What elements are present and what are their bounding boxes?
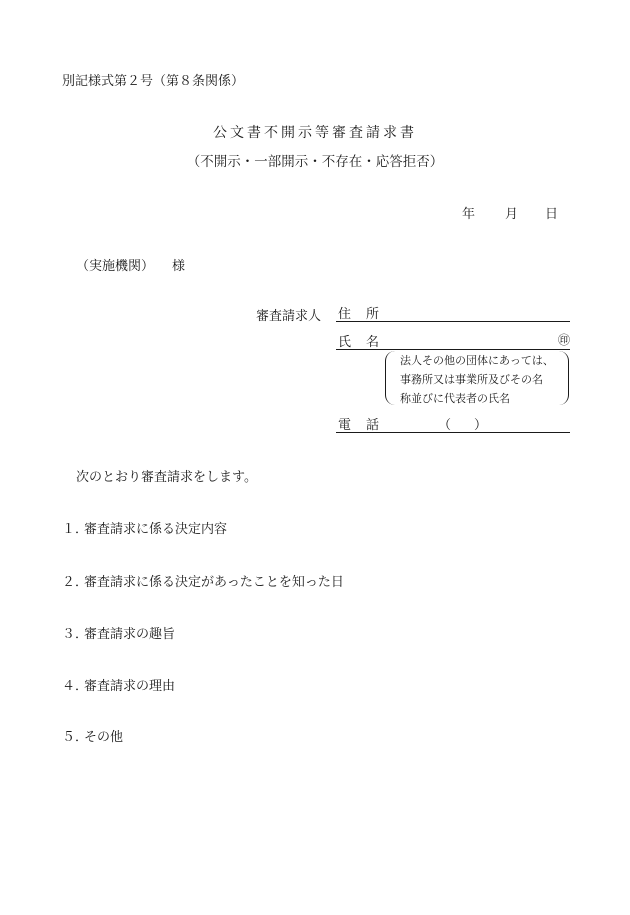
seal-mark: ㊞ (557, 333, 570, 347)
address-label-2: 所 (366, 307, 380, 322)
phone-label-1: 電 (338, 418, 352, 433)
list-item (62, 675, 175, 694)
phone-label-2: 話 (366, 418, 380, 433)
item-number: ３． (62, 627, 89, 642)
list-item (62, 571, 344, 590)
item-text: その他 (84, 730, 124, 745)
item-text: 審査請求の理由 (84, 679, 176, 694)
note-line: 称並びに代表者の氏名 (400, 392, 510, 405)
recipient-honorific: 様 (172, 259, 186, 274)
corporate-note (385, 351, 569, 405)
item-text: 審査請求に係る決定内容 (84, 522, 228, 537)
recipient-label: （実施機関） (76, 259, 155, 274)
address-field[interactable] (336, 303, 570, 322)
date-year-label: 年 (462, 207, 476, 222)
item-text: 審査請求の趣旨 (84, 627, 176, 642)
document-subtitle: （不開示・一部開示・不存在・応答拒否） (186, 154, 444, 170)
note-line: 事務所又は事業所及びその名 (400, 373, 543, 386)
item-number: ４． (62, 679, 89, 694)
document-title: 公文書不開示等審査請求書 (213, 125, 417, 141)
item-number: ２． (62, 575, 89, 590)
phone-paren-open: （ (438, 418, 452, 433)
list-item (62, 518, 227, 537)
phone-paren-close: ） (474, 418, 488, 433)
date-day-label: 日 (545, 207, 559, 222)
item-number: ５． (62, 730, 89, 745)
name-label-2: 名 (366, 335, 380, 350)
requester-label: 審査請求人 (256, 309, 322, 324)
list-item (62, 726, 123, 745)
item-text: 審査請求に係る決定があったことを知った日 (84, 575, 344, 590)
intro-text: 次のとおり審査請求をします。 (76, 470, 257, 485)
form-number: 別記様式第２号（第８条関係） (62, 74, 245, 89)
item-number: １． (62, 522, 89, 537)
address-label-1: 住 (338, 307, 352, 322)
name-field[interactable] (336, 331, 570, 350)
list-item (62, 623, 175, 642)
name-label-1: 氏 (338, 335, 352, 350)
note-line: 法人その他の団体にあっては、 (400, 354, 554, 367)
phone-field[interactable] (336, 414, 570, 433)
date-month-label: 月 (505, 207, 519, 222)
